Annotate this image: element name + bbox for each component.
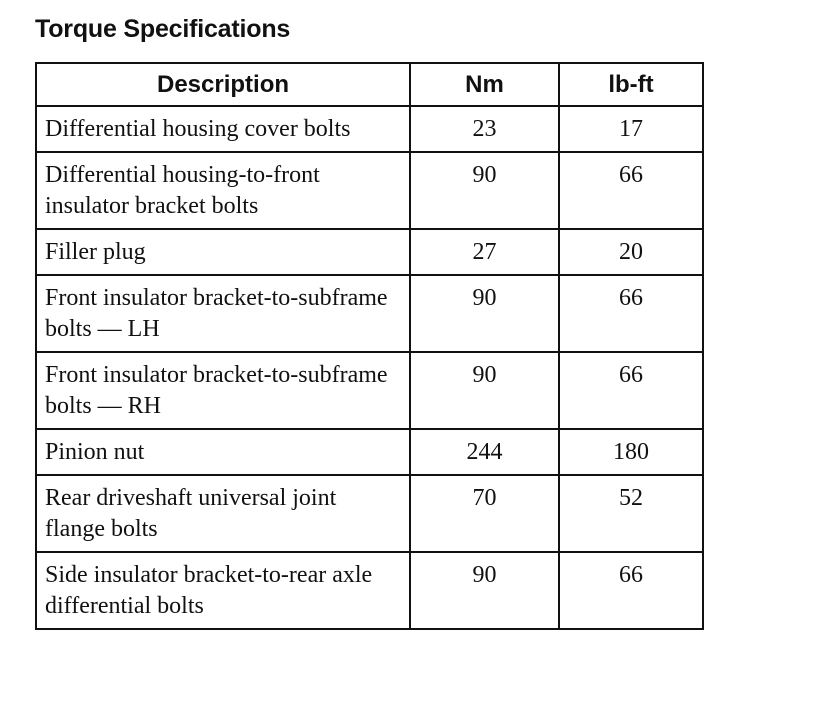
description-cell: Front insulator bracket-to-subframe bolts — RH (36, 352, 410, 429)
lbft-cell: 66 (559, 352, 703, 429)
nm-cell: 27 (410, 229, 559, 275)
table-row (36, 106, 703, 152)
nm-cell: 70 (410, 475, 559, 552)
description-cell: Filler plug (36, 229, 410, 275)
lbft-cell: 66 (559, 275, 703, 352)
nm-cell: 90 (410, 352, 559, 429)
lbft-cell: 66 (559, 152, 703, 229)
table-row (36, 152, 703, 229)
table-row (36, 352, 703, 429)
table-row (36, 275, 703, 352)
table-row (36, 429, 703, 475)
nm-header: Nm (410, 63, 559, 106)
page-title: Torque Specifications (35, 15, 291, 43)
description-cell: Pinion nut (36, 429, 410, 475)
table-row (36, 229, 703, 275)
description-header: Description (36, 63, 410, 106)
lbft-cell: 20 (559, 229, 703, 275)
table-row (36, 475, 703, 552)
lbft-cell: 66 (559, 552, 703, 629)
lbft-cell: 180 (559, 429, 703, 475)
description-cell: Differential housing cover bolts (36, 106, 410, 152)
table-header-row (36, 63, 703, 106)
description-cell: Front insulator bracket-to-subframe bolts — LH (36, 275, 410, 352)
torque-spec-table (35, 62, 704, 630)
table-row (36, 552, 703, 629)
nm-cell: 244 (410, 429, 559, 475)
description-cell: Side insulator bracket-to-rear axle differential bolts (36, 552, 410, 629)
lbft-cell: 52 (559, 475, 703, 552)
lbft-cell: 17 (559, 106, 703, 152)
nm-cell: 90 (410, 152, 559, 229)
nm-cell: 23 (410, 106, 559, 152)
description-cell: Differential housing-to-front insulator bracket bolts (36, 152, 410, 229)
nm-cell: 90 (410, 275, 559, 352)
nm-cell: 90 (410, 552, 559, 629)
lbft-header: lb-ft (559, 63, 703, 106)
description-cell: Rear driveshaft universal joint flange bolts (36, 475, 410, 552)
